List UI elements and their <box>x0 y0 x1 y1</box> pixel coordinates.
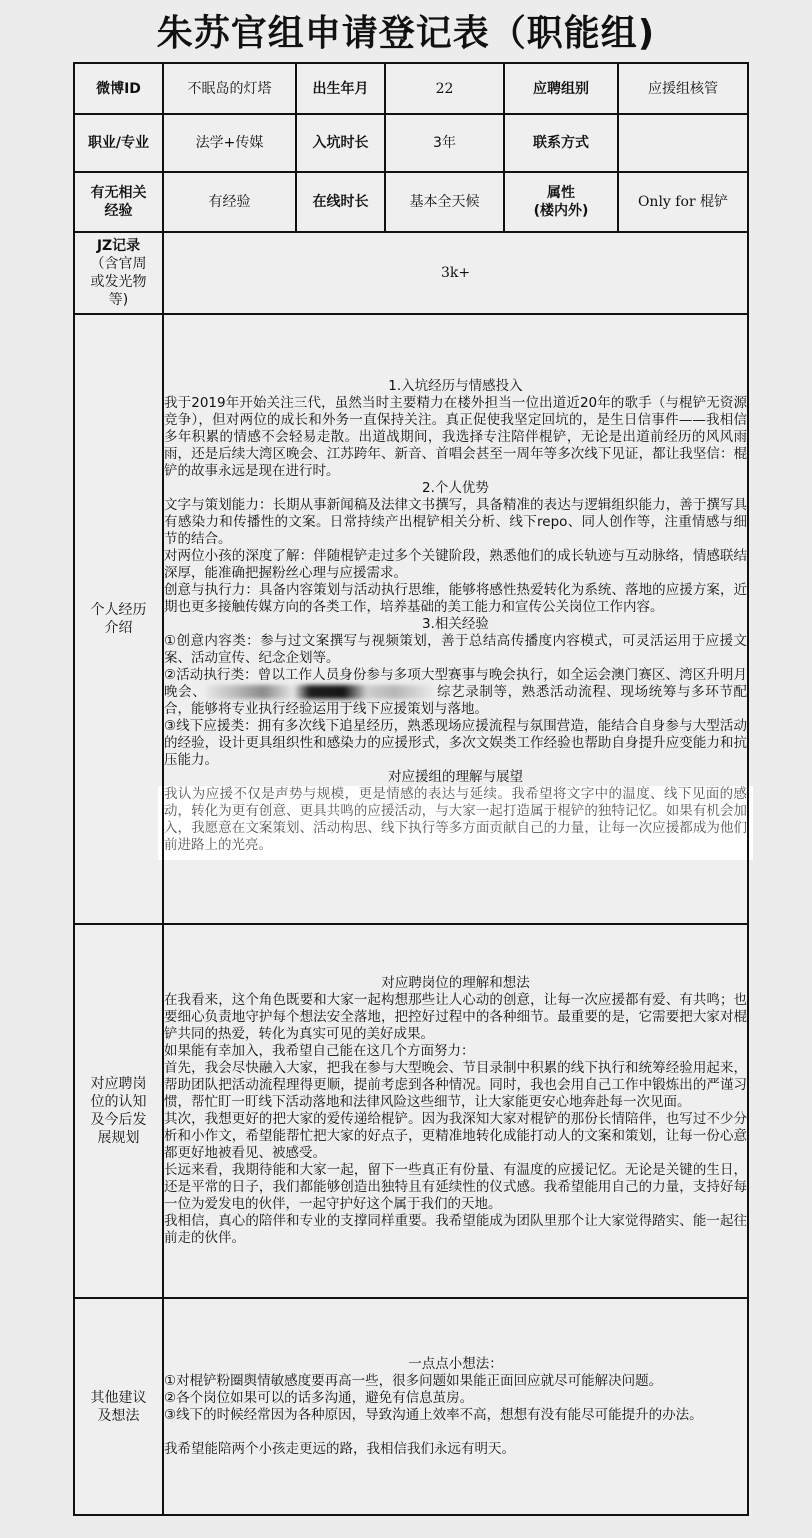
form-row-position <box>74 924 748 1298</box>
personal-label-line2: 介绍 <box>104 620 133 636</box>
attribute-label <box>504 172 618 232</box>
position-label <box>74 924 163 1298</box>
attribute-label-line2: (楼内外) <box>533 203 589 219</box>
form-row-jz <box>74 232 748 314</box>
experience-value: 有经验 <box>163 172 296 232</box>
contact-label: 联系方式 <box>504 114 618 172</box>
application-form-table <box>73 62 749 1516</box>
paragraph: 长远来看，我期待能和大家一起，留下一些真正有份量、有温度的应援记忆。无论是关键的生日，还是平常的日子，我们都能够创造出独特且有延续性的仪式感。我希望能用自己的力量，支持好每一位为爱发电的伙伴，一起守护好这个属于我们的天地。 <box>164 1162 747 1212</box>
paragraph: ①对棍铲粉圈舆情敏感度要再高一些，很多问题如果能正面回应就尽可能解决问题。 <box>164 1372 663 1389</box>
years-value: 3年 <box>385 114 504 172</box>
birth-value: 22 <box>385 63 504 114</box>
paragraph: 文字与策划能力：长期从事新闻稿及法律文书撰写，具备精准的表达与逻辑组织能力，善于撰写具有感染力和传播性的文案。日常持续产出棍铲相关分析、线下repo、同人创作等，注重情感与细节的结合。 <box>164 497 747 547</box>
attribute-label-line1: 属性 <box>547 185 575 201</box>
job-label: 职业/专业 <box>74 114 163 172</box>
contact-value <box>618 114 748 172</box>
paragraph: 对两位小孩的深度了解：伴随棍铲走过多个关键阶段，熟悉他们的成长轨迹与互动脉络，情感联结深厚，能准确把握粉丝心理与应援需求。 <box>164 548 747 581</box>
personal-label-line1: 个人经历 <box>90 602 147 618</box>
experience-label-line1: 有无相关 <box>90 185 147 201</box>
section-heading: 对应援组的理解与展望 <box>388 769 523 785</box>
section-heading: 2.个人优势 <box>422 480 489 496</box>
online-value: 基本全天候 <box>385 172 504 232</box>
jz-value: 3k+ <box>163 232 748 314</box>
jz-label <box>74 232 163 314</box>
paragraph: ③线下应援类：拥有多次线下追星经历，熟悉现场应援流程与氛围营造，能结合自身参与大型活动的经验，设计更具组织性和感染力的应援形式，多次文娱类工作经验也帮助自身提升应变能力和抗压能力。 <box>164 718 747 768</box>
position-content <box>163 924 748 1298</box>
paragraph: 我相信，真心的陪伴和专业的支撑同样重要。我希望能成为团队里那个让大家觉得踏实、能一起往前走的伙伴。 <box>164 1213 747 1246</box>
position-label-line1: 对应聘岗 <box>90 1076 147 1092</box>
page-title: 朱苏官组申请登记表（职能组) <box>156 13 656 54</box>
weibo-id-value: 不眠岛的灯塔 <box>163 63 296 114</box>
group-value: 应援组核管 <box>618 63 748 114</box>
form-row-basic <box>74 63 748 114</box>
section-heading: 一点点小想法： <box>408 1355 503 1372</box>
paragraph: 创意与执行力：具备内容策划与活动执行思维，能够将感性热爱转化为系统、落地的应援方案，近期也更多接触传媒方向的各类工作，培养基础的美工能力和宣传公关岗位工作内容。 <box>164 582 747 615</box>
paragraph: 我认为应援不仅是声势与规模，更是情感的表达与延续。我希望将文字中的温度、线下见面的感动，转化为更有创意、更具共鸣的应援活动，与大家一起打造属于棍铲的独特记忆。如果有机会加入，我愿意在文案策划、活动构思、线下执行等多方面贡献自己的力量，让每一次应援都成为他们前进路上的光亮。 <box>164 786 747 853</box>
experience-label-line2: 经验 <box>104 203 133 219</box>
highlight-block <box>158 786 753 860</box>
form-row-suggestions <box>74 1298 748 1515</box>
paragraph: 我于2019年开始关注三代，虽然当时主要精力在楼外担当一位出道近20年的歌手（与棍铲无资源竞争），但对两位的成长和外务一直保持关注。真正促使我坚定回坑的，是生日信事件——我相信多年积累的情感不会轻易走散。出道战期间，我选择专注陪伴棍铲，无论是出道前经历的风风雨雨，还是后续大湾区晚会、江苏跨年、新音、首唱会甚至一周年等多次线下见证，都让我坚信：棍铲的故事永远是现在进行时。 <box>164 395 747 479</box>
position-label-line3: 及今后发 <box>90 1112 147 1128</box>
paragraph: ②各个岗位如果可以的话多沟通，避免有信息茧房。 <box>164 1389 474 1406</box>
years-label: 入坑时长 <box>296 114 385 172</box>
paragraph: 其次，我想更好的把大家的爱传递给棍铲。因为我深知大家对棍铲的那份长情陪伴，也写过不少分析和小作文，希望能帮忙把大家的好点子，更精准地转化成能打动人的文案和策划，让每一份心意都更好地被看见、被感受。 <box>164 1111 747 1161</box>
jz-label-line4: 等) <box>108 292 129 308</box>
paragraph: 如果能有幸加入，我希望自己能在这几个方面努力： <box>164 1043 475 1059</box>
section-heading: 对应聘岗位的理解和想法 <box>381 975 530 991</box>
position-label-line4: 展规划 <box>97 1130 140 1146</box>
paragraph: 首先，我会尽快融入大家，把我在参与大型晚会、节目录制中积累的线下执行和统筹经验用起来，帮助团队把活动流程理得更顺，提前考虑到各种情况。同时，我也会用自己工作中锻炼出的严谨习惯，帮忙盯一盯线下活动落地和法律风险这些细节，让大家能更安心地奔赴每一次见面。 <box>164 1060 747 1110</box>
section-heading: 1.入坑经历与情感投入 <box>388 378 523 394</box>
paragraph-part: ②活动执行类：曾以工作人员身份参与多项大型赛事与晚会执行，如全运会澳门赛区、湾区升明月晚会、 <box>164 667 747 700</box>
paragraph: 我希望能陪两个小孩走更远的路，我相信我们永远有明天。 <box>164 1440 515 1457</box>
paragraph: 在我看来，这个角色既要和大家一起构想那些让人心动的创意，让每一次应援都有爱、有共鸣；也要细心负责地守护每个想法安全落地，把控好过程中的各种细节。最重要的是，它需要把大家对棍铲共同的热爱，转化为真实可见的美好成果。 <box>164 992 747 1042</box>
form-row-job <box>74 114 748 172</box>
attribute-value: Only for 棍铲 <box>618 172 748 232</box>
jz-label-line3: 或发光物 <box>90 274 147 290</box>
position-label-line2: 位的认知 <box>90 1094 147 1110</box>
suggestions-label-line2: 及想法 <box>97 1407 140 1424</box>
birth-label: 出生年月 <box>296 63 385 114</box>
weibo-id-label: 微博ID <box>74 63 163 114</box>
section-heading: 3.相关经验 <box>422 616 489 632</box>
suggestions-label <box>74 1298 163 1515</box>
paragraph-part: 综艺录制等，熟悉活动流程、现场统筹与多环节配合，能够将专业执行经验运用于线下应援策划与落地。 <box>164 684 748 717</box>
paragraph <box>164 667 747 718</box>
personal-content <box>163 314 748 924</box>
personal-label <box>74 314 163 924</box>
experience-label <box>74 172 163 232</box>
suggestions-content <box>163 1298 748 1515</box>
jz-label-line1: JZ记录 <box>96 238 141 254</box>
group-label: 应聘组别 <box>504 63 618 114</box>
paragraph: ①创意内容类：参与过文案撰写与视频策划，善于总结高传播度内容模式，可灵活运用于应援文案、活动宣传、纪念企划等。 <box>164 633 747 666</box>
form-row-experience <box>74 172 748 232</box>
job-value: 法学+传媒 <box>163 114 296 172</box>
online-label: 在线时长 <box>296 172 385 232</box>
redacted-blur <box>206 685 436 699</box>
jz-label-line2: （含官周 <box>90 256 147 272</box>
form-row-personal <box>74 314 748 924</box>
suggestions-label-line1: 其他建议 <box>90 1389 147 1406</box>
paragraph: ③线下的时候经常因为各种原因，导致沟通上效率不高，想想有没有能尽可能提升的办法。 <box>164 1406 703 1423</box>
